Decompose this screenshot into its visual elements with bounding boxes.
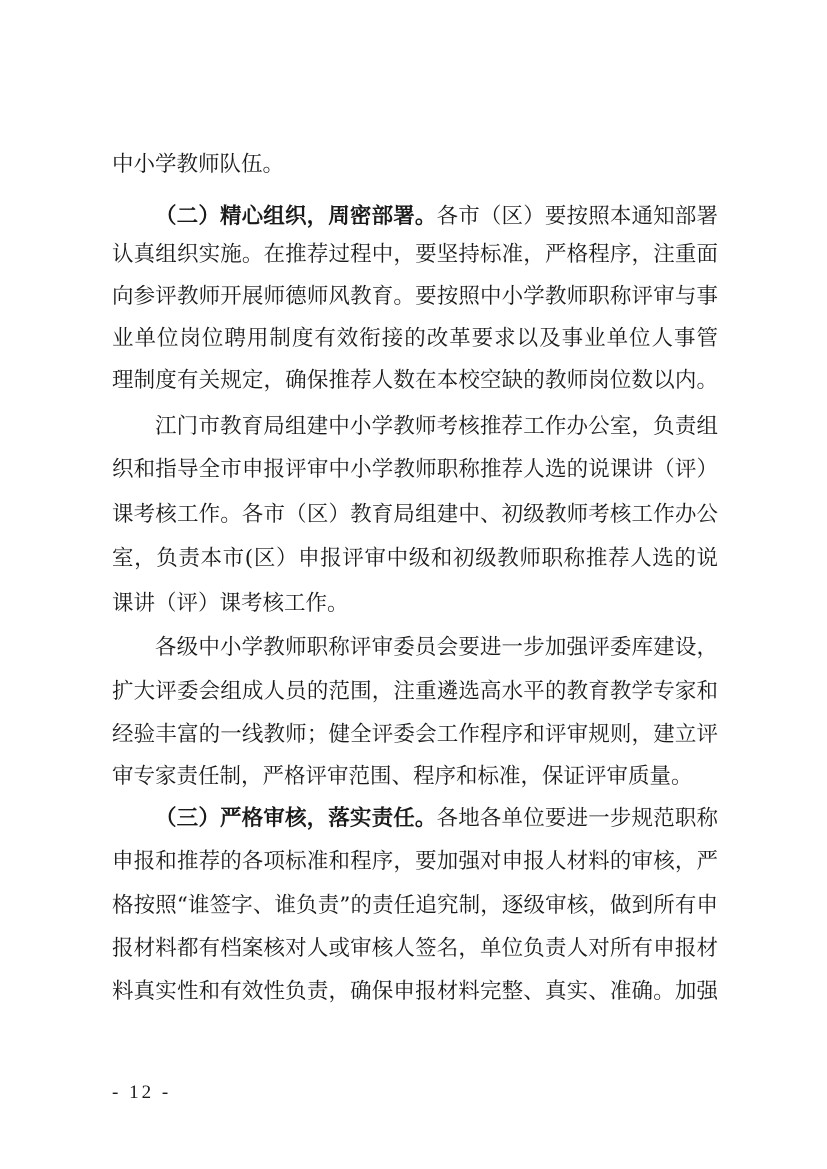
section-heading-2: （二）精心组织，周密部署。 [155, 204, 437, 229]
text-line: 格按照“谁签字、谁负责”的责任追究制，逐级审核，做到所有申 [112, 893, 718, 918]
text-line: 报材料都有档案核对人或审核人签名，单位负责人对所有申报材 [112, 936, 718, 961]
text-line: 业单位岗位聘用制度有效衔接的改革要求以及事业单位人事管 [112, 326, 718, 351]
text-line: 织和指导全市申报评审中小学教师职称推荐人选的说课讲（评） [112, 457, 718, 482]
text-line: 向参评教师开展师德师风教育。要按照中小学教师职称评审与事 [112, 284, 718, 309]
section-line-3 [155, 804, 718, 834]
section-heading-3: （三）严格审核，落实责任。 [155, 806, 437, 831]
text-line: 中小学教师队伍。 [112, 152, 285, 177]
text-line: 课考核工作。各市（区）教育局组建中、初级教师考核工作办公 [112, 502, 718, 527]
text-span: 各市（区）要按照本通知部署 [436, 204, 718, 229]
text-line: 料真实性和有效性负责，确保申报材料完整、真实、准确。加强 [112, 979, 718, 1004]
text-line: 经验丰富的一线教师；健全评委会工作程序和评审规则，建立评 [112, 722, 718, 747]
text-span: 各地各单位要进一步规范职称 [436, 806, 718, 831]
text-line: 扩大评委会组成人员的范围，注重遴选高水平的教育教学专家和 [112, 679, 718, 704]
text-line: 认真组织实施。在推荐过程中，要坚持标准，严格程序，注重面 [112, 242, 718, 267]
page-number: - 12 - [112, 1082, 172, 1103]
text-line: 申报和推荐的各项标准和程序，要加强对申报人材料的审核，严 [112, 849, 718, 874]
text-line: 各级中小学教师职称评审委员会要进一步加强评委库建设， [155, 635, 718, 660]
text-line: 室，负责本市(区）申报评审中级和初级教师职称推荐人选的说 [112, 546, 718, 571]
section-line-2 [155, 202, 718, 232]
text-line: 课讲（评）课考核工作。 [112, 591, 349, 616]
text-line: 江门市教育局组建中小学教师考核推荐工作办公室，负责组 [155, 414, 718, 439]
text-line: 理制度有关规定，确保推荐人数在本校空缺的教师岗位数以内。 [112, 368, 718, 393]
text-line: 审专家责任制，严格评审范围、程序和标准，保证评审质量。 [112, 764, 693, 789]
